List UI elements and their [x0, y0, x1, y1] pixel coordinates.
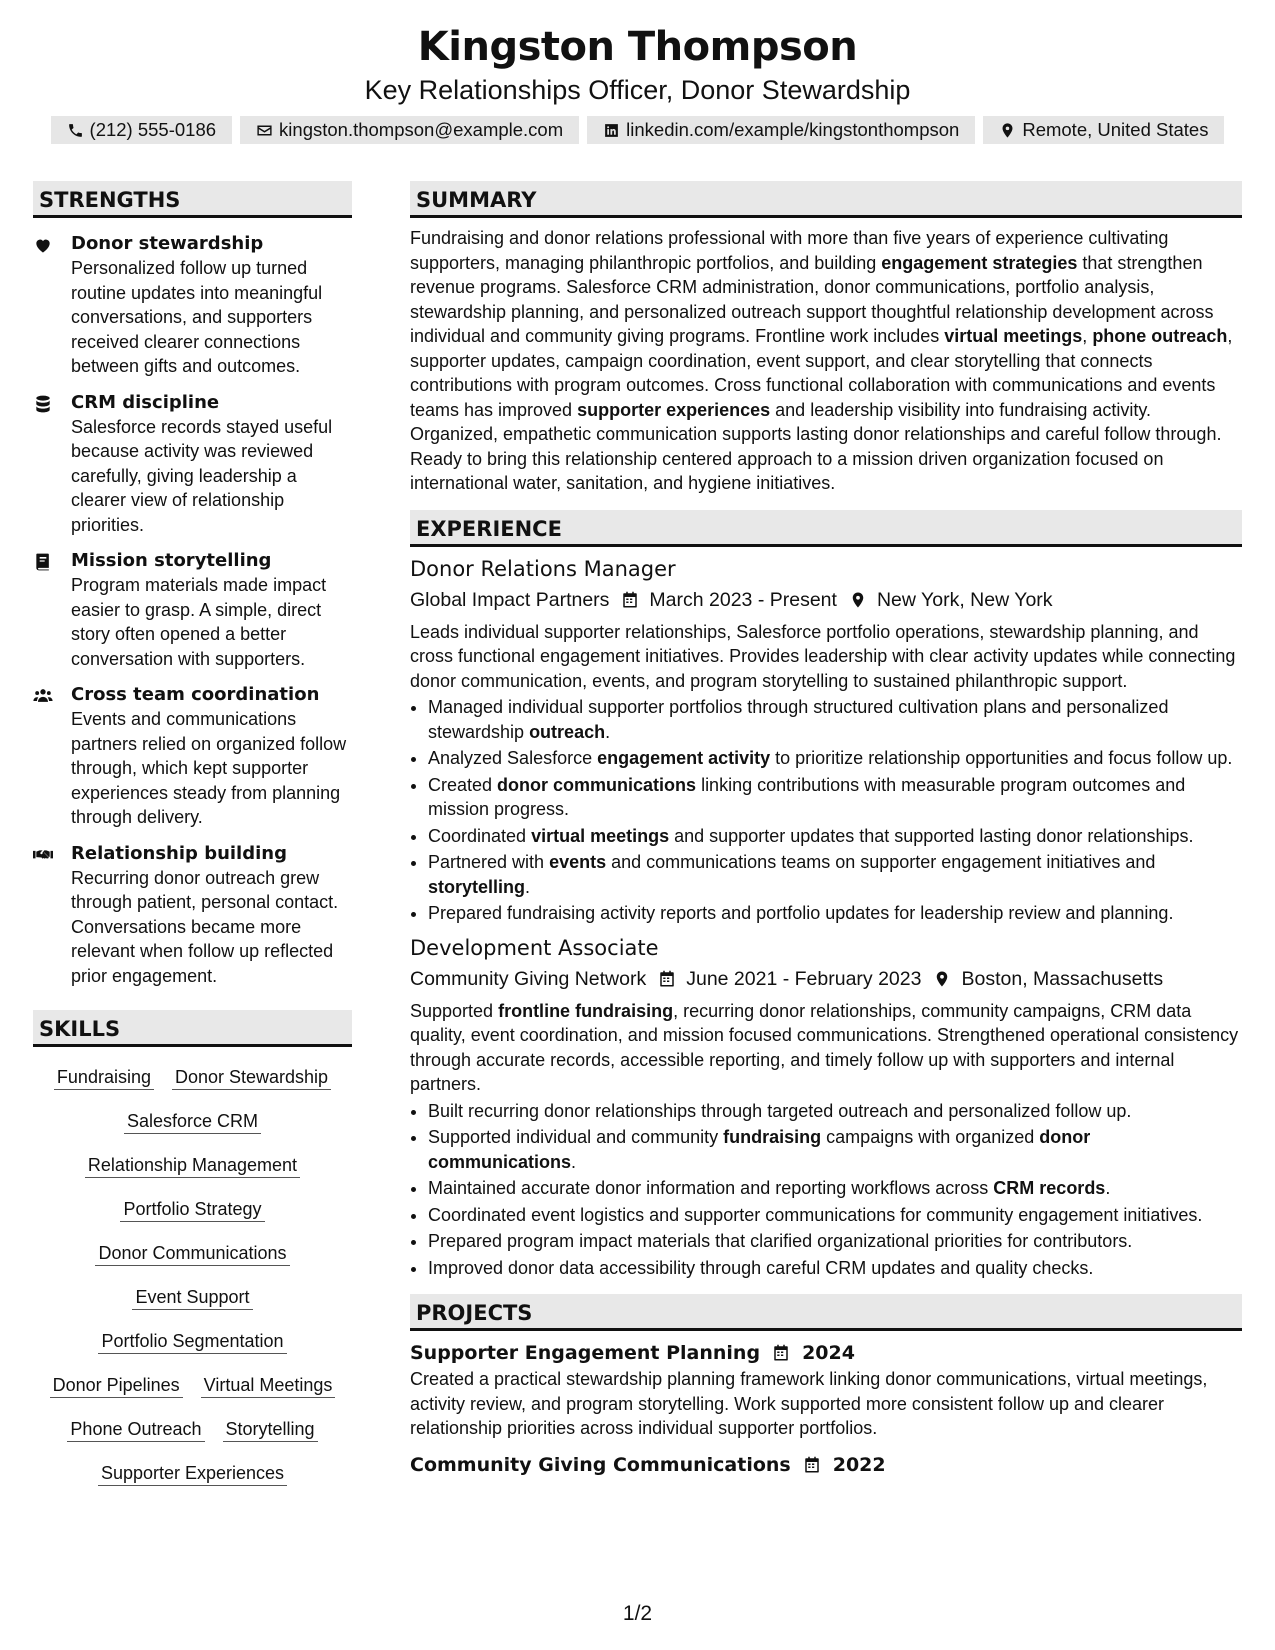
job-location: Boston, Massachusetts [961, 967, 1164, 990]
bold-phrase: CRM records [993, 1178, 1106, 1198]
map-pin-icon [933, 970, 951, 988]
job-bullet: • Analyzed Salesforce engagement activity to prioritize relationship opportunities and focus follow up. [428, 746, 1242, 771]
job-description: Leads individual supporter relationships, Salesforce portfolio operations, stewardship planning, and cross functional engagement initiatives. Provides leadership with clear activity updates while connecting donor communication, events, and program storytelling to sustained philanthropic support. [410, 621, 1236, 691]
strength-item [33, 842, 352, 989]
job-bullet: • Maintained accurate donor information and reporting workflows across CRM records. [428, 1176, 1242, 1201]
map-pin-icon [849, 591, 867, 609]
database-icon [33, 394, 53, 414]
contact-bar [0, 116, 1275, 144]
job-bullet: • Prepared fundraising activity reports and portfolio updates for leadership review and planning. [428, 901, 1242, 926]
book-icon [33, 552, 53, 572]
project-text: Created a practical stewardship planning framework linking donor communications, virtual meetings, activity review, and program storytelling. Work supported more consistent follow up and clearer relationship priorities across individual supporter portfolios. [410, 1369, 1208, 1438]
bold-phrase: engagement activity [597, 748, 771, 768]
page-number: 1/2 [622, 1602, 653, 1625]
strength-text: Program materials made impact easier to grasp. A simple, direct story often opened a better conversation with supporters. [71, 575, 327, 669]
strength-title: Relationship building [71, 842, 287, 864]
bold-phrase: engagement strategies [881, 252, 1078, 273]
skill-tag: Storytelling [223, 1417, 318, 1442]
job-bullet: • Improved donor data accessibility through careful CRM updates and quality checks. [428, 1256, 1242, 1281]
strength-item [33, 391, 352, 538]
users-icon [33, 686, 53, 706]
calendar-icon [772, 1344, 790, 1362]
bold-phrase: supporter experiences [577, 399, 771, 420]
project-year: 2022 [832, 1453, 886, 1476]
candidate-name: Kingston Thompson [417, 24, 858, 70]
skill-tag: Donor Pipelines [50, 1373, 183, 1398]
skills-heading: SKILLS [33, 1010, 352, 1047]
contact-email[interactable] [240, 116, 579, 144]
candidate-title: Key Relationships Officer, Donor Stewardship [364, 75, 911, 105]
job-company: Community Giving Network [410, 967, 647, 990]
linkedin-icon [603, 122, 620, 139]
job-bullet: • Built recurring donor relationships through targeted outreach and personalized follow up. [428, 1099, 1242, 1124]
job-bullet: • Coordinated virtual meetings and supporter updates that supported lasting donor relationships. [428, 824, 1242, 849]
job-bullet: • Created donor communications linking contributions with measurable program outcomes and mission progress. [428, 773, 1242, 822]
resume-header [0, 0, 1275, 144]
envelope-icon [256, 122, 273, 139]
job-meta [410, 586, 1242, 614]
summary-heading: SUMMARY [410, 181, 1242, 218]
projects-heading: PROJECTS [410, 1294, 1242, 1331]
job-bullets [410, 1099, 1242, 1281]
skill-tag: Virtual Meetings [201, 1373, 336, 1398]
strength-item [33, 232, 352, 379]
job-company: Global Impact Partners [410, 588, 610, 611]
contact-location [983, 116, 1224, 144]
map-pin-icon [999, 122, 1016, 139]
project-title: Supporter Engagement Planning [410, 1342, 761, 1364]
bold-phrase: phone outreach [1092, 326, 1228, 346]
job-location: New York, New York [876, 588, 1053, 611]
summary-text: Fundraising and donor relations professional with more than five years of experience cultivating supporters, managing philanthropic portfolios, and building engagement strategies that strengthen revenue programs. Salesforce CRM administration, donor communications, portfolio analysis, stewardship planning, and personalized outreach support thoughtful relationship development across individual and community giving programs. Frontline work includes virtual meetings, phone outreach, supporter updates, campaign coordination, event support, and clear storytelling that connects contributions with program outcomes. Cross functional collaboration with communications and events teams has improved supporter experiences and leadership visibility into fundraising activity. Organized, empathetic communication supports lasting donor relationships and careful follow through. Ready to bring this relationship centered approach to a mission driven organization focused on international water, sanitation, and hygiene initiatives. [410, 228, 1233, 493]
bold-phrase: storytelling [428, 876, 526, 897]
right-column [410, 181, 1242, 1479]
skill-tag: Supporter Experiences [98, 1461, 287, 1486]
job-bullets [410, 695, 1242, 926]
strengths-heading: STRENGTHS [33, 181, 352, 218]
job-title: Development Associate [410, 935, 659, 960]
strength-title: CRM discipline [71, 391, 220, 413]
strength-text: Events and communications partners relied on organized follow through, which kept supporter experiences steady from planning through delivery. [71, 709, 347, 827]
job-entry [410, 934, 1242, 1281]
handshake-icon [33, 845, 53, 865]
bold-phrase: events [549, 852, 607, 872]
strength-item [33, 683, 352, 830]
calendar-icon [658, 970, 676, 988]
job-title: Donor Relations Manager [410, 556, 676, 581]
project-title-row [410, 1451, 1242, 1479]
bold-phrase: donor communications [497, 774, 697, 795]
heart-icon [33, 235, 53, 255]
job-meta [410, 965, 1242, 993]
strength-title: Donor stewardship [71, 233, 264, 254]
strengths-list [33, 232, 352, 988]
skill-tag: Phone Outreach [67, 1417, 204, 1442]
job-bullet: • Supported individual and community fundraising campaigns with organized donor communications. [428, 1125, 1242, 1174]
skill-tag: Relationship Management [85, 1153, 300, 1178]
left-column [33, 181, 352, 1505]
bold-phrase: outreach [529, 721, 606, 742]
experience-heading: EXPERIENCE [410, 510, 1242, 547]
contact-linkedin[interactable] [587, 116, 975, 144]
skill-tag: Donor Stewardship [172, 1065, 331, 1090]
skill-tag: Donor Communications [95, 1241, 289, 1266]
contact-phone[interactable] [51, 116, 233, 144]
bold-phrase: frontline fundraising [498, 1000, 674, 1021]
job-bullet: • Partnered with events and communications teams on supporter engagement initiatives and storytelling. [428, 850, 1242, 899]
skill-tag: Portfolio Segmentation [98, 1329, 286, 1354]
job-entry [410, 555, 1242, 926]
contact-location-text: Remote, United States [1022, 119, 1209, 140]
job-bullet: • Managed individual supporter portfolios through structured cultivation plans and personalized stewardship outreach. [428, 695, 1242, 744]
strength-title: Cross team coordination [71, 684, 320, 705]
bold-phrase: fundraising [723, 1127, 822, 1147]
strength-text: Personalized follow up turned routine updates into meaningful conversations, and supporters received clearer connections between gifts and outcomes. [71, 258, 323, 376]
phone-icon [67, 122, 84, 139]
job-dates: June 2021 - February 2023 [686, 967, 922, 990]
job-bullet: • Prepared program impact materials that clarified organizational priorities for contributors. [428, 1229, 1242, 1254]
skill-tag: Event Support [132, 1285, 252, 1310]
bold-phrase: virtual meetings [944, 326, 1083, 346]
strength-text: Recurring donor outreach grew through patient, personal contact. Conversations became more relevant when follow up reflected prior engagement. [71, 867, 339, 986]
skill-tag: Portfolio Strategy [120, 1197, 264, 1222]
strength-title: Mission storytelling [71, 550, 272, 571]
bold-phrase: virtual meetings [531, 825, 670, 846]
strength-text: Salesforce records stayed useful because activity was reviewed carefully, giving leadership a clearer view of relationship priorities. [71, 416, 333, 535]
calendar-icon [621, 591, 639, 609]
job-bullet: • Coordinated event logistics and supporter communications for community engagement initiatives. [428, 1203, 1242, 1228]
contact-phone-text: (212) 555-0186 [89, 119, 217, 140]
project-title: Community Giving Communications [410, 1453, 791, 1476]
project-title-row [410, 1339, 1242, 1367]
job-description: Supported frontline fundraising, recurring donor relationships, community campaigns, CRM data quality, event coordination, and mission focused communications. Strengthened operational consistency through accurate records, accessible reporting, and timely follow up with supporters and internal partners. [410, 1000, 1239, 1094]
project-year: 2024 [802, 1342, 855, 1364]
skill-tag: Salesforce CRM [124, 1109, 261, 1134]
contact-email-text: kingston.thompson@example.com [279, 119, 564, 140]
job-dates: March 2023 - Present [649, 588, 837, 611]
skill-tag: Fundraising [54, 1065, 154, 1090]
calendar-icon [803, 1456, 821, 1474]
contact-linkedin-text: linkedin.com/example/kingstonthompson [626, 119, 960, 140]
strength-item [33, 549, 352, 671]
skills-list [33, 1065, 352, 1486]
bold-phrase: donor communications [428, 1127, 1091, 1172]
